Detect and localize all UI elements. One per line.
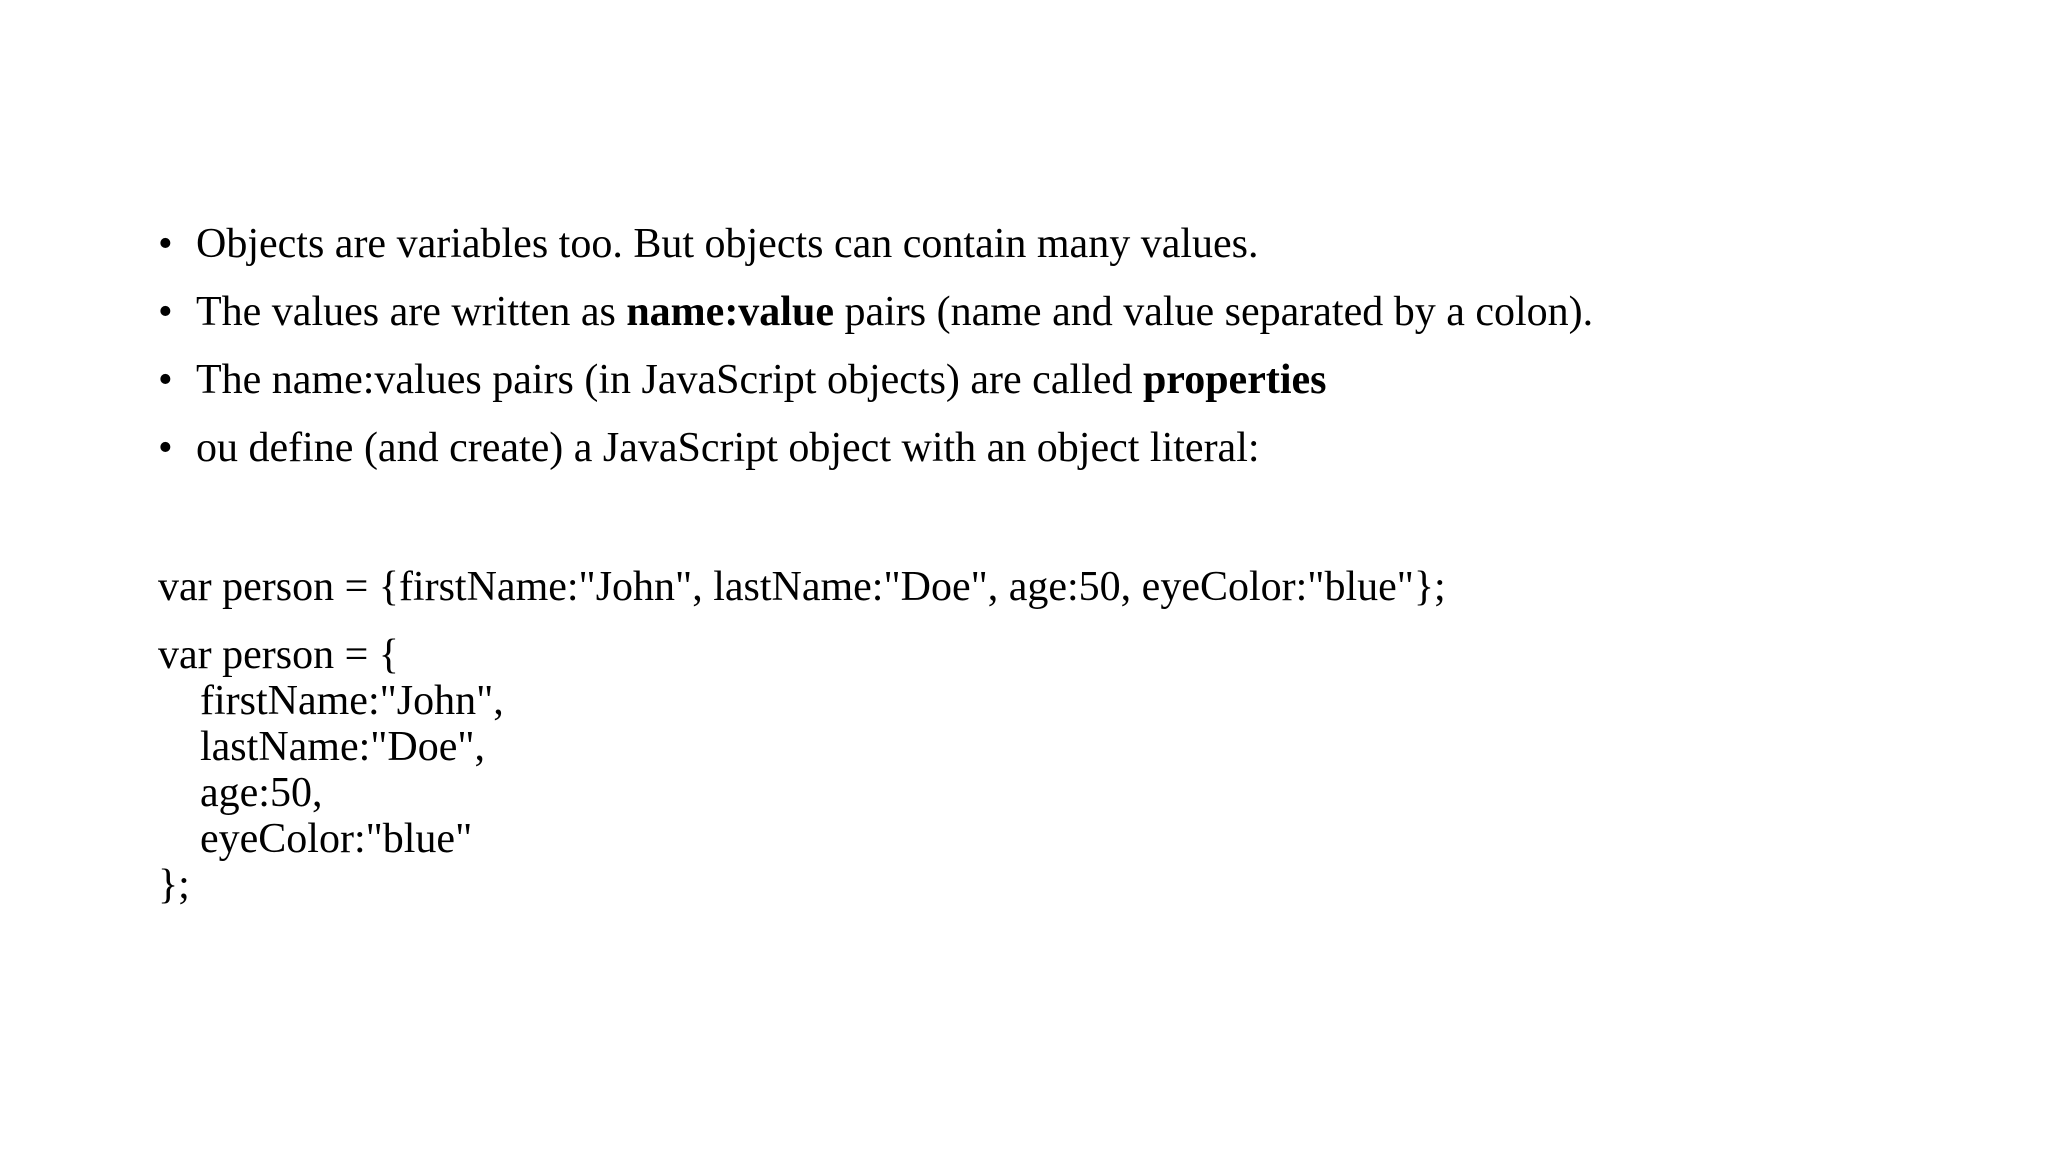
bullet-icon: •: [158, 357, 173, 403]
code-line-open: var person = {: [158, 632, 399, 678]
bullet-icon: •: [158, 289, 173, 335]
bullet-item: [158, 424, 1958, 472]
bullet-item: [158, 356, 1958, 404]
bullet-text-bold: name:value: [626, 289, 834, 335]
bullet-text: The name:values pairs (in JavaScript objects) are called: [196, 357, 1143, 403]
bullet-text: ou define (and create) a JavaScript object with an object literal:: [196, 425, 1260, 471]
code-line: firstName:"John",: [200, 678, 504, 724]
bullet-list: [158, 220, 1958, 492]
bullet-icon: •: [158, 221, 173, 267]
code-inline-example: var person = {firstName:"John", lastName:"Doe", age:50, eyeColor:"blue"};: [158, 564, 1446, 610]
bullet-text-bold: properties: [1142, 357, 1327, 403]
bullet-text: pairs (name and value separated by a colon).: [833, 289, 1594, 335]
bullet-icon: •: [158, 425, 173, 471]
bullet-item: [158, 288, 1958, 336]
code-block-example: [158, 632, 504, 908]
bullet-text: The values are written as: [196, 289, 627, 335]
code-line: eyeColor:"blue": [200, 816, 473, 862]
bullet-item: [158, 220, 1958, 268]
code-line: lastName:"Doe",: [200, 724, 486, 770]
code-line-close: };: [158, 862, 190, 908]
code-line: age:50,: [200, 770, 323, 816]
bullet-text: Objects are variables too. But objects can contain many values.: [196, 221, 1259, 267]
